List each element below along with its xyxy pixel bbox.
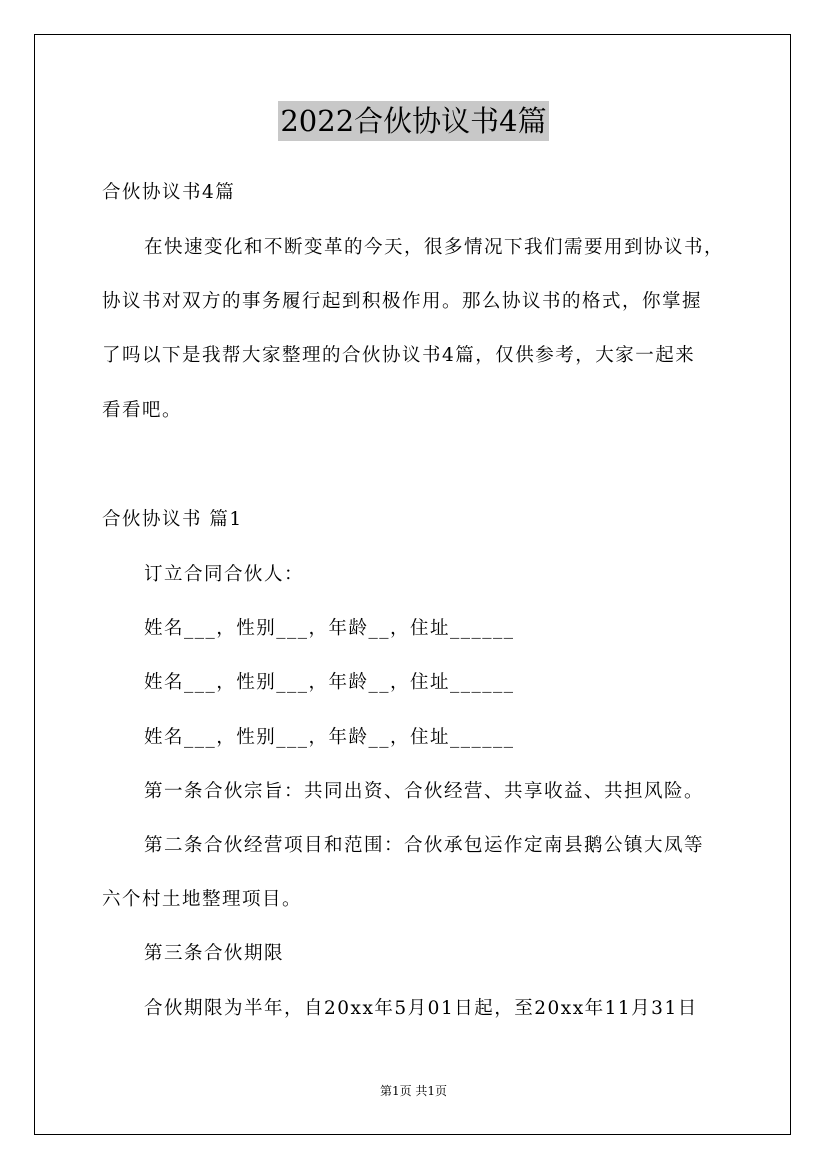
title-container [0, 101, 827, 141]
parties-label: 订立合同合伙人： [144, 564, 305, 585]
page-number-label: 第1页 共1页 [379, 1084, 448, 1098]
article-2-line-1: 第二条合伙经营项目和范围：合伙承包运作定南县鹅公镇大凤等 [144, 835, 705, 856]
document-title: 2022合伙协议书4篇 [278, 101, 548, 141]
article-3-heading: 第三条合伙期限 [144, 943, 285, 964]
article-2-line-2: 六个村土地整理项目。 [102, 889, 303, 910]
party-line-1: 姓名___，性别___，年龄__，住址______ [144, 618, 515, 639]
intro-paragraph-line-3: 了吗以下是我帮大家整理的合伙协议书4篇，仅供参考，大家一起来 [102, 345, 696, 366]
intro-heading: 合伙协议书4篇 [102, 182, 236, 203]
intro-paragraph-line-2: 协议书对双方的事务履行起到积极作用。那么协议书的格式，你掌握 [102, 291, 703, 312]
intro-paragraph-line-1: 在快速变化和不断变革的今天，很多情况下我们需要用到协议书， [144, 237, 725, 258]
section-heading-1: 合伙协议书 篇1 [102, 509, 243, 530]
page-footer [0, 1083, 827, 1099]
party-line-3: 姓名___，性别___，年龄__，住址______ [144, 727, 515, 748]
article-3-line-1: 合伙期限为半年，自20xx年5月01日起，至20xx年11月31日 [144, 998, 698, 1019]
party-line-2: 姓名___，性别___，年龄__，住址______ [144, 672, 515, 693]
article-1: 第一条合伙宗旨：共同出资、合伙经营、共享收益、共担风险。 [144, 781, 705, 802]
intro-paragraph-line-4: 看看吧。 [102, 400, 183, 421]
